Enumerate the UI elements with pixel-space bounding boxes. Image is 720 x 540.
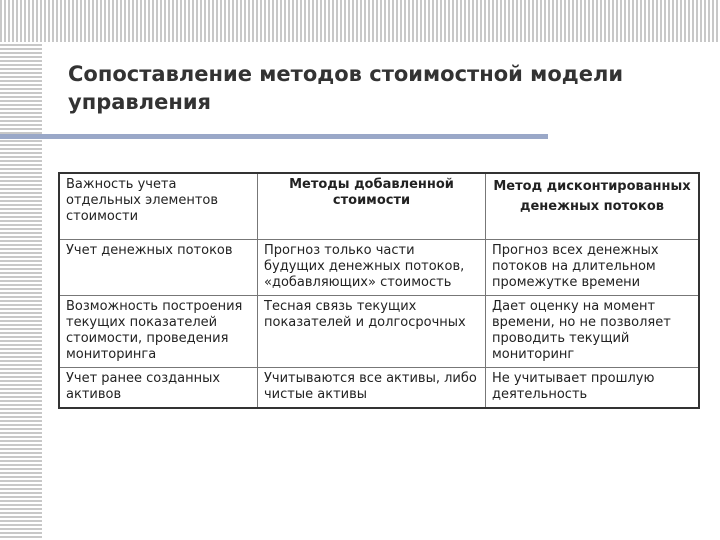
slide-title: Сопоставление методов стоимостной модели управления bbox=[68, 62, 624, 114]
header-cell-value-added-methods: Методы добавленной стоимости bbox=[258, 173, 486, 240]
table-row bbox=[59, 240, 699, 296]
header-cell-importance: Важность учета отдельных элементов стоимости bbox=[59, 173, 258, 240]
table-row bbox=[59, 368, 699, 409]
table-cell: Дает оценку на момент времени, но не позволяет проводить текущий мониторинг bbox=[486, 296, 700, 368]
table-cell: Прогноз только части будущих денежных потоков, «добавляющих» стоимость bbox=[258, 240, 486, 296]
decorative-side-stripes bbox=[0, 0, 42, 540]
table-cell: Учитываются все активы, либо чистые активы bbox=[258, 368, 486, 409]
table-row bbox=[59, 296, 699, 368]
table-cell: Учет денежных потоков bbox=[59, 240, 258, 296]
header-cell-dcf-method: Метод дисконтированных денежных потоков bbox=[486, 173, 700, 240]
table-header-row bbox=[59, 173, 699, 240]
table-cell: Не учитывает прошлую деятельность bbox=[486, 368, 700, 409]
table-cell: Тесная связь текущих показателей и долгосрочных bbox=[258, 296, 486, 368]
table-cell: Учет ранее созданных активов bbox=[59, 368, 258, 409]
table-cell: Возможность построения текущих показателей стоимости, проведения мониторинга bbox=[59, 296, 258, 368]
comparison-table bbox=[58, 172, 700, 409]
decorative-top-stripes bbox=[0, 0, 720, 42]
table-cell: Прогноз всех денежных потоков на длительном промежутке времени bbox=[486, 240, 700, 296]
title-underline bbox=[0, 134, 548, 139]
